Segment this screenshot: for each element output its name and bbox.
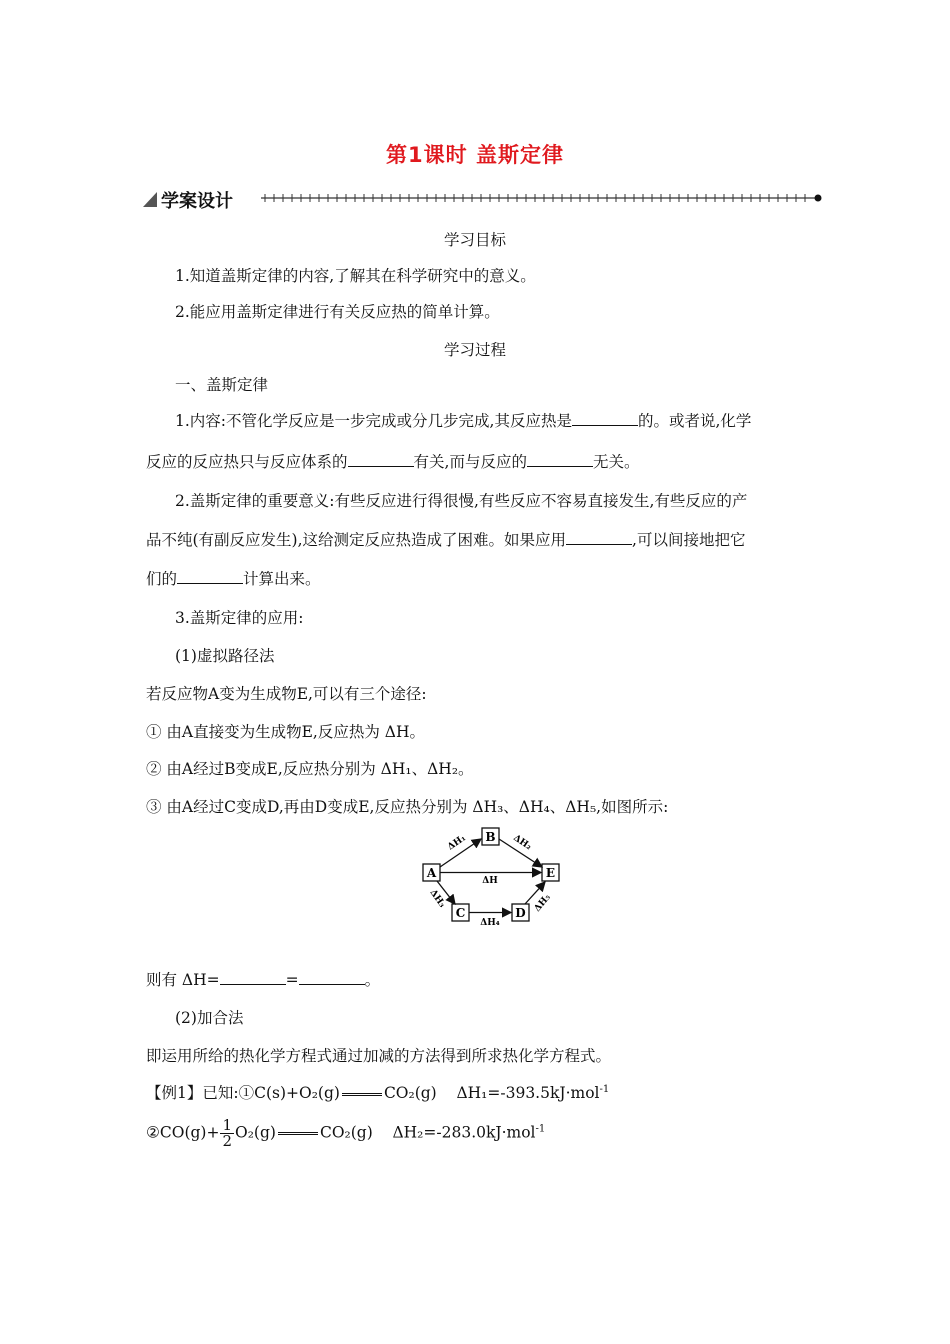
fill-blank[interactable] (572, 411, 638, 426)
fill-blank[interactable] (177, 569, 243, 584)
reaction-path-diagram (410, 822, 570, 936)
then-mid: = (285, 971, 299, 989)
path-1: ① 由A直接变为生成物E,反应热为 ΔH。 (146, 723, 426, 741)
eq1-dh: ΔH₁=-393.5kJ·mol (456, 1084, 600, 1102)
method2-desc: 即运用所给的热化学方程式通过加减的方法得到所求热化学方程式。 (146, 1047, 612, 1065)
then-prefix: 则有 ΔH= (146, 971, 220, 989)
banner-decoration (143, 186, 823, 210)
goal-1: 1.知道盖斯定律的内容,了解其在科学研究中的意义。 (175, 267, 536, 285)
item1-text-d: 有关,而与反应的 (413, 453, 527, 471)
fraction-half (220, 1118, 234, 1149)
page-title: 第1课时 盖斯定律 (386, 143, 564, 167)
fill-blank[interactable] (220, 970, 286, 985)
example-label: 【例1】已知: (146, 1084, 239, 1102)
item1-text-b: 的。或者说,化学 (637, 412, 752, 430)
fill-blank[interactable] (348, 452, 414, 467)
eq2-rhs: CO₂(g) (319, 1123, 373, 1142)
eq1-rhs: CO₂(g) (383, 1084, 437, 1102)
label-dh5: ΔH₅ (532, 892, 553, 914)
item2-text-e: 计算出来。 (243, 570, 321, 588)
node-a-label: A (426, 866, 437, 880)
banner-dot-icon (815, 195, 822, 202)
node-e-label: E (545, 866, 556, 880)
item1-text-a: 1.内容:不管化学反应是一步完成或分几步完成,其反应热是 (175, 412, 572, 430)
method1-heading: (1)虚拟路径法 (175, 647, 275, 665)
item1-text-c: 反应的反应热只与反应体系的 (146, 453, 348, 471)
path-3: ③ 由A经过C变成D,再由D变成E,反应热分别为 ΔH₃、ΔH₄、ΔH₅,如图所示: (146, 798, 669, 816)
example-eq1 (146, 1081, 609, 1103)
example-eq2 (146, 1118, 545, 1149)
process-heading: 学习过程 (443, 341, 506, 359)
banner-triangle-icon (143, 192, 157, 207)
label-dh2: ΔH₂ (511, 833, 534, 853)
banner-ticks (265, 194, 805, 202)
item2-text-b: 品不纯(有副反应发生),这给测定反应热造成了困难。如果应用 (146, 531, 567, 549)
label-dh1: ΔH₁ (446, 833, 468, 853)
eq1-sup: -1 (599, 1083, 610, 1095)
node-c-label: C (455, 906, 466, 920)
item2-text-c: ,可以间接地把它 (632, 531, 746, 549)
equals-arrow-icon (278, 1132, 318, 1135)
eq2-lhs-a: ②CO(g)+ (146, 1123, 220, 1142)
node-b-label: B (485, 830, 496, 844)
label-dh3: ΔH₃ (427, 887, 447, 910)
method2-heading: (2)加合法 (175, 1009, 244, 1027)
node-d-label: D (515, 906, 526, 920)
goal-2: 2.能应用盖斯定律进行有关反应热的简单计算。 (175, 303, 500, 321)
path-2: ② 由A经过B变成E,反应热分别为 ΔH₁、ΔH₂。 (146, 760, 474, 778)
item3: 3.盖斯定律的应用: (175, 609, 304, 627)
eq1-lhs: ①C(s)+O₂(g) (238, 1084, 340, 1102)
frac-den: 2 (222, 1132, 233, 1150)
goals-heading: 学习目标 (443, 231, 506, 249)
item1-text-e: 无关。 (592, 453, 640, 471)
then-line (146, 968, 380, 990)
item1-line2 (146, 450, 639, 472)
method1-intro: 若反应物A变为生成物E,可以有三个途径: (146, 685, 427, 703)
item2-line3 (146, 567, 321, 589)
label-dh4: ΔH₄ (480, 918, 500, 928)
banner-label: 学案设计 (161, 191, 233, 212)
section-banner (143, 186, 823, 210)
fill-blank[interactable] (299, 970, 365, 985)
item2-line2 (146, 528, 745, 550)
eq2-dh: ΔH₂=-283.0kJ·mol (392, 1123, 536, 1142)
then-end: 。 (364, 971, 381, 989)
fill-blank[interactable] (527, 452, 593, 467)
equals-arrow-icon (342, 1093, 382, 1096)
label-dh: ΔH (482, 876, 498, 886)
eq2-sup: -1 (535, 1123, 546, 1135)
item2-text-d: 们的 (146, 570, 178, 588)
frac-num: 1 (222, 1116, 233, 1134)
item2-line1: 2.盖斯定律的重要意义:有些反应进行得很慢,有些反应不容易直接发生,有些反应的产 (175, 492, 748, 510)
part1-heading: 一、盖斯定律 (175, 376, 269, 394)
fill-blank[interactable] (566, 530, 632, 545)
item1-line1 (175, 409, 751, 431)
eq2-lhs-b: O₂(g) (235, 1123, 276, 1142)
